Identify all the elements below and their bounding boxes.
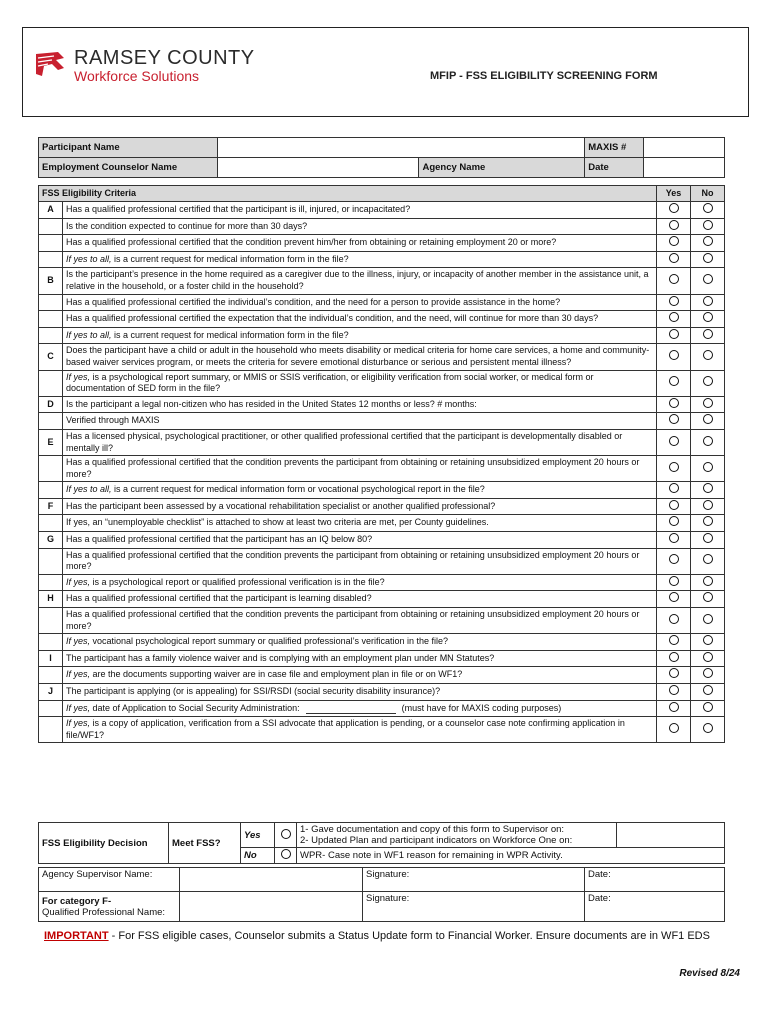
criteria-text: Has a qualified professional certified that the participant is learning disabled?	[66, 593, 372, 604]
participant-name-field[interactable]	[218, 138, 585, 158]
criteria-condition: If yes,	[66, 718, 91, 729]
no-radio[interactable]	[703, 436, 713, 446]
criteria-letter	[39, 311, 63, 328]
no-radio[interactable]	[703, 614, 713, 624]
criteria-row	[39, 218, 725, 235]
yes-column-header: Yes	[657, 186, 691, 202]
criteria-row	[39, 482, 725, 499]
criteria-row	[39, 429, 725, 455]
professional-date-label: Date:	[585, 892, 725, 922]
criteria-letter: F	[39, 498, 63, 515]
criteria-letter	[39, 251, 63, 268]
criteria-text: Has a qualified professional certified that the participant is ill, injured, or incapacitated?	[66, 204, 411, 214]
criteria-letter	[39, 370, 63, 396]
criteria-row	[39, 202, 725, 219]
criteria-text: Has a qualified professional certified that the condition prevents the participant from obtaining or retaining unsubsidized employment 20 hours or more?	[66, 457, 640, 479]
yes-radio[interactable]	[669, 723, 679, 733]
yes-radio[interactable]	[669, 652, 679, 662]
criteria-text: Has a qualified professional certified that the condition prevents the participant from obtaining or retaining unsubsidized employment 20 hours or more?	[66, 609, 640, 631]
criteria-condition: If yes,	[66, 576, 91, 587]
no-radio[interactable]	[703, 685, 713, 695]
logo-subtitle: Workforce Solutions	[74, 68, 200, 84]
criteria-row	[39, 251, 725, 268]
criteria-letter	[39, 482, 63, 499]
criteria-condition: If yes,	[66, 702, 91, 713]
no-column-header: No	[691, 186, 725, 202]
decision-no-radio[interactable]	[281, 849, 291, 859]
criteria-condition: If yes to all,	[66, 484, 112, 495]
no-radio[interactable]	[703, 312, 713, 322]
yes-radio[interactable]	[669, 350, 679, 360]
meet-fss-label: Meet FSS?	[169, 823, 241, 864]
decision-label: FSS Eligibility Decision	[39, 823, 169, 864]
criteria-letter: B	[39, 268, 63, 294]
criteria-row	[39, 700, 725, 717]
criteria-letter: H	[39, 591, 63, 608]
criteria-question	[63, 294, 657, 311]
yes-radio[interactable]	[669, 668, 679, 678]
yes-radio[interactable]	[669, 592, 679, 602]
no-radio[interactable]	[703, 592, 713, 602]
decision-yes-label: Yes	[241, 823, 275, 848]
criteria-table	[38, 185, 725, 743]
counselor-field[interactable]	[218, 158, 419, 178]
no-radio[interactable]	[703, 516, 713, 526]
no-radio[interactable]	[703, 398, 713, 408]
criteria-text: Has a licensed physical, psychological practitioner, or other qualified professional certified that the participant is developmentally disabled or mentally ill?	[66, 430, 623, 453]
no-radio[interactable]	[703, 652, 713, 662]
criteria-row	[39, 548, 725, 574]
no-radio[interactable]	[703, 414, 713, 424]
important-text: - For FSS eligible cases, Counselor submits a Status Update form to Financial Worker. Ensure documents are in WF1 EDS	[108, 930, 710, 942]
criteria-condition: If yes,	[66, 371, 91, 382]
criteria-text: is a psychological report summary, or MMIS or SSIS verification, or eligibility verification from social worker, or medical form or documentation of SED form in the file?	[66, 371, 594, 394]
no-radio[interactable]	[703, 376, 713, 386]
important-note	[44, 930, 710, 942]
criteria-text: Verified through MAXIS	[66, 415, 160, 426]
criteria-condition: If yes,	[66, 669, 91, 680]
criteria-text: vocational psychological report summary or qualified professional’s verification in the file?	[90, 636, 449, 647]
criteria-letter: E	[39, 429, 63, 455]
criteria-condition: If yes,	[66, 636, 91, 647]
important-label: IMPORTANT	[44, 930, 109, 942]
criteria-letter	[39, 608, 63, 634]
yes-radio[interactable]	[669, 312, 679, 322]
yes-radio[interactable]	[669, 220, 679, 230]
criteria-letter	[39, 456, 63, 482]
criteria-question	[63, 482, 657, 499]
no-radio[interactable]	[703, 554, 713, 564]
criteria-question	[63, 218, 657, 235]
criteria-condition: If yes to all,	[66, 329, 112, 340]
no-radio[interactable]	[703, 236, 713, 246]
yes-radio[interactable]	[669, 296, 679, 306]
criteria-letter	[39, 548, 63, 574]
criteria-row	[39, 370, 725, 396]
participant-info-table	[38, 137, 725, 178]
criteria-text: is a psychological report or qualified professional verification is in the file?	[90, 576, 385, 587]
criteria-letter	[39, 413, 63, 430]
yes-radio[interactable]	[669, 462, 679, 472]
maxis-field[interactable]	[644, 138, 725, 158]
yes-radio[interactable]	[669, 329, 679, 339]
supervisor-name-label: Agency Supervisor Name:	[39, 868, 180, 892]
criteria-text: Is the condition expected to continue for more than 30 days?	[66, 220, 308, 231]
criteria-row	[39, 396, 725, 413]
criteria-question	[63, 413, 657, 430]
form-title: MFIP - FSS ELIGIBILITY SCREENING FORM	[430, 70, 658, 82]
ssa-date-field[interactable]	[306, 704, 396, 714]
plan-item: 2- Updated Plan and participant indicators on Workforce One on:	[300, 835, 573, 846]
no-radio[interactable]	[703, 203, 713, 213]
criteria-text: is a current request for medical information form in the file?	[111, 329, 349, 340]
date-label: Date	[585, 158, 644, 178]
no-radio[interactable]	[703, 533, 713, 543]
yes-radio[interactable]	[669, 500, 679, 510]
criteria-row	[39, 515, 725, 532]
criteria-question	[63, 327, 657, 344]
criteria-row	[39, 413, 725, 430]
yes-radio[interactable]	[669, 376, 679, 386]
yes-radio[interactable]	[669, 203, 679, 213]
maxis-label: MAXIS #	[585, 138, 644, 158]
no-radio[interactable]	[703, 635, 713, 645]
criteria-letter	[39, 717, 63, 743]
criteria-letter	[39, 218, 63, 235]
criteria-letter	[39, 667, 63, 684]
no-radio[interactable]	[703, 702, 713, 712]
ramsey-logo-icon	[34, 50, 68, 82]
criteria-text: If yes, an “unemployable checklist” is attached to show at least two criteria are met, per County guidelines.	[66, 517, 489, 528]
no-radio[interactable]	[703, 350, 713, 360]
criteria-row	[39, 498, 725, 515]
agency-label: Agency Name	[419, 158, 585, 178]
criteria-question	[63, 667, 657, 684]
criteria-question	[63, 311, 657, 328]
criteria-question	[63, 608, 657, 634]
criteria-question	[63, 650, 657, 667]
criteria-letter	[39, 235, 63, 252]
criteria-question	[63, 591, 657, 608]
no-radio[interactable]	[703, 668, 713, 678]
criteria-text: Has a qualified professional certified that the participant has an IQ below 80?	[66, 534, 373, 545]
professional-signature-label: Signature:	[363, 892, 585, 922]
criteria-question	[63, 700, 657, 717]
criteria-question	[63, 532, 657, 549]
yes-radio[interactable]	[669, 685, 679, 695]
supervisor-date-field[interactable]	[617, 823, 725, 848]
criteria-question	[63, 456, 657, 482]
criteria-text: Does the participant have a child or adult in the household who meets disability or medical criteria for home care services, a home and community-based waiver services program, or meets the criteria for severe emotional disturbance or serious and persistent mental illness?	[66, 345, 650, 367]
criteria-letter	[39, 294, 63, 311]
criteria-question	[63, 429, 657, 455]
criteria-letter: D	[39, 396, 63, 413]
no-radio[interactable]	[703, 723, 713, 733]
decision-yes-radio[interactable]	[281, 829, 291, 839]
no-radio[interactable]	[703, 220, 713, 230]
yes-radio[interactable]	[669, 554, 679, 564]
criteria-row	[39, 717, 725, 743]
criteria-note: (must have for MAXIS coding purposes)	[401, 702, 562, 713]
criteria-text: are the documents supporting waiver are in case file and employment plan in file or on WF1?	[90, 669, 463, 680]
criteria-heading: FSS Eligibility Criteria	[39, 186, 657, 202]
criteria-letter: I	[39, 650, 63, 667]
supervisor-name-field[interactable]	[180, 868, 363, 892]
criteria-text: Is the participant a legal non-citizen who has resided in the United States 12 months or less? # months:	[66, 398, 477, 409]
yes-radio[interactable]	[669, 614, 679, 624]
catf-sub: Qualified Professional Name:	[42, 906, 166, 918]
criteria-text: The participant is applying (or is appealing) for SSI/RSDI (social security disability insurance)?	[66, 686, 441, 696]
no-radio[interactable]	[703, 462, 713, 472]
criteria-question	[63, 515, 657, 532]
criteria-condition: If yes to all,	[66, 253, 112, 264]
criteria-text: is a current request for medical information form in the file?	[111, 253, 349, 264]
criteria-letter	[39, 634, 63, 651]
criteria-row	[39, 268, 725, 294]
criteria-letter: A	[39, 202, 63, 219]
criteria-text: Has a qualified professional certified that the condition prevent him/her from obtaining or retaining employment 20 or more?	[66, 237, 557, 248]
criteria-text: Has a qualified professional certified the individual’s condition, and the need for a person to provide assistance in the home?	[66, 296, 561, 307]
signature-table	[38, 867, 725, 922]
catf-title: For category F-	[42, 895, 112, 907]
criteria-row	[39, 608, 725, 634]
criteria-row	[39, 650, 725, 667]
participant-name-label: Participant Name	[39, 138, 218, 158]
revised-date: Revised 8/24	[679, 968, 740, 979]
no-radio[interactable]	[703, 329, 713, 339]
yes-radio[interactable]	[669, 483, 679, 493]
no-radio[interactable]	[703, 253, 713, 263]
criteria-question	[63, 634, 657, 651]
yes-radio[interactable]	[669, 253, 679, 263]
criteria-question	[63, 717, 657, 743]
criteria-text: The participant has a family violence waiver and is complying with an employment plan under MN Statutes?	[66, 652, 495, 663]
criteria-question	[63, 498, 657, 515]
criteria-question	[63, 370, 657, 396]
criteria-question	[63, 344, 657, 370]
yes-radio[interactable]	[669, 236, 679, 246]
criteria-text: is a copy of application, verification from a SSI advocate that application is pending, or a counselor case note confirming application in file/WF1?	[66, 718, 625, 740]
criteria-letter: G	[39, 532, 63, 549]
professional-name-field[interactable]	[180, 892, 363, 922]
criteria-text: date of Application to Social Security Administration:	[90, 702, 300, 713]
criteria-row	[39, 667, 725, 684]
supervisor-signature-label: Signature:	[363, 868, 585, 892]
criteria-question	[63, 235, 657, 252]
yes-radio[interactable]	[669, 516, 679, 526]
criteria-letter: J	[39, 684, 63, 701]
supervisor-date-label: Date:	[585, 868, 725, 892]
criteria-row	[39, 634, 725, 651]
wpr-item: WPR- Case note in WF1 reason for remaining in WPR Activity.	[297, 848, 725, 864]
criteria-question	[63, 548, 657, 574]
criteria-question	[63, 396, 657, 413]
decision-no-label: No	[241, 848, 275, 864]
criteria-text: Has a qualified professional certified the expectation that the individual’s condition, and the need, will continue for more than 30 days?	[66, 313, 599, 324]
ramsey-county-logo	[34, 48, 255, 84]
criteria-question	[63, 202, 657, 219]
criteria-text: is a current request for medical information form or vocational psychological report in the file?	[111, 484, 485, 495]
criteria-text: Has a qualified professional certified that the condition prevents the participant from obtaining or retaining unsubsidized employment 20 hours or more?	[66, 549, 640, 572]
counselor-label: Employment Counselor Name	[39, 158, 218, 178]
no-radio[interactable]	[703, 500, 713, 510]
no-radio[interactable]	[703, 296, 713, 306]
criteria-row	[39, 344, 725, 370]
criteria-row	[39, 574, 725, 591]
criteria-letter	[39, 700, 63, 717]
yes-radio[interactable]	[669, 635, 679, 645]
yes-radio[interactable]	[669, 414, 679, 424]
criteria-question	[63, 684, 657, 701]
criteria-question	[63, 251, 657, 268]
no-radio[interactable]	[703, 274, 713, 284]
decision-table	[38, 822, 725, 864]
no-radio[interactable]	[703, 483, 713, 493]
criteria-row	[39, 684, 725, 701]
criteria-row	[39, 591, 725, 608]
criteria-letter	[39, 574, 63, 591]
criteria-letter: C	[39, 344, 63, 370]
criteria-row	[39, 327, 725, 344]
criteria-letter	[39, 327, 63, 344]
criteria-letter	[39, 515, 63, 532]
date-field[interactable]	[644, 158, 725, 178]
logo-title: RAMSEY COUNTY	[74, 47, 255, 69]
criteria-row	[39, 235, 725, 252]
criteria-question	[63, 574, 657, 591]
yes-radio[interactable]	[669, 702, 679, 712]
yes-radio[interactable]	[669, 274, 679, 284]
criteria-row	[39, 532, 725, 549]
criteria-text: Is the participant’s presence in the home required as a caregiver due to the illness, injury, or incapacity of another member in the assistance unit, a relative in the household, or a foster child in the household?	[66, 269, 649, 291]
no-radio[interactable]	[703, 576, 713, 586]
yes-radio[interactable]	[669, 576, 679, 586]
yes-radio[interactable]	[669, 533, 679, 543]
criteria-row	[39, 456, 725, 482]
yes-radio[interactable]	[669, 436, 679, 446]
yes-radio[interactable]	[669, 398, 679, 408]
supervisor-item: 1- Gave documentation and copy of this form to Supervisor on:	[300, 824, 565, 835]
criteria-question	[63, 268, 657, 294]
criteria-row	[39, 311, 725, 328]
criteria-text: Has the participant been assessed by a vocational rehabilitation specialist or another qualified professional?	[66, 500, 496, 511]
criteria-row	[39, 294, 725, 311]
